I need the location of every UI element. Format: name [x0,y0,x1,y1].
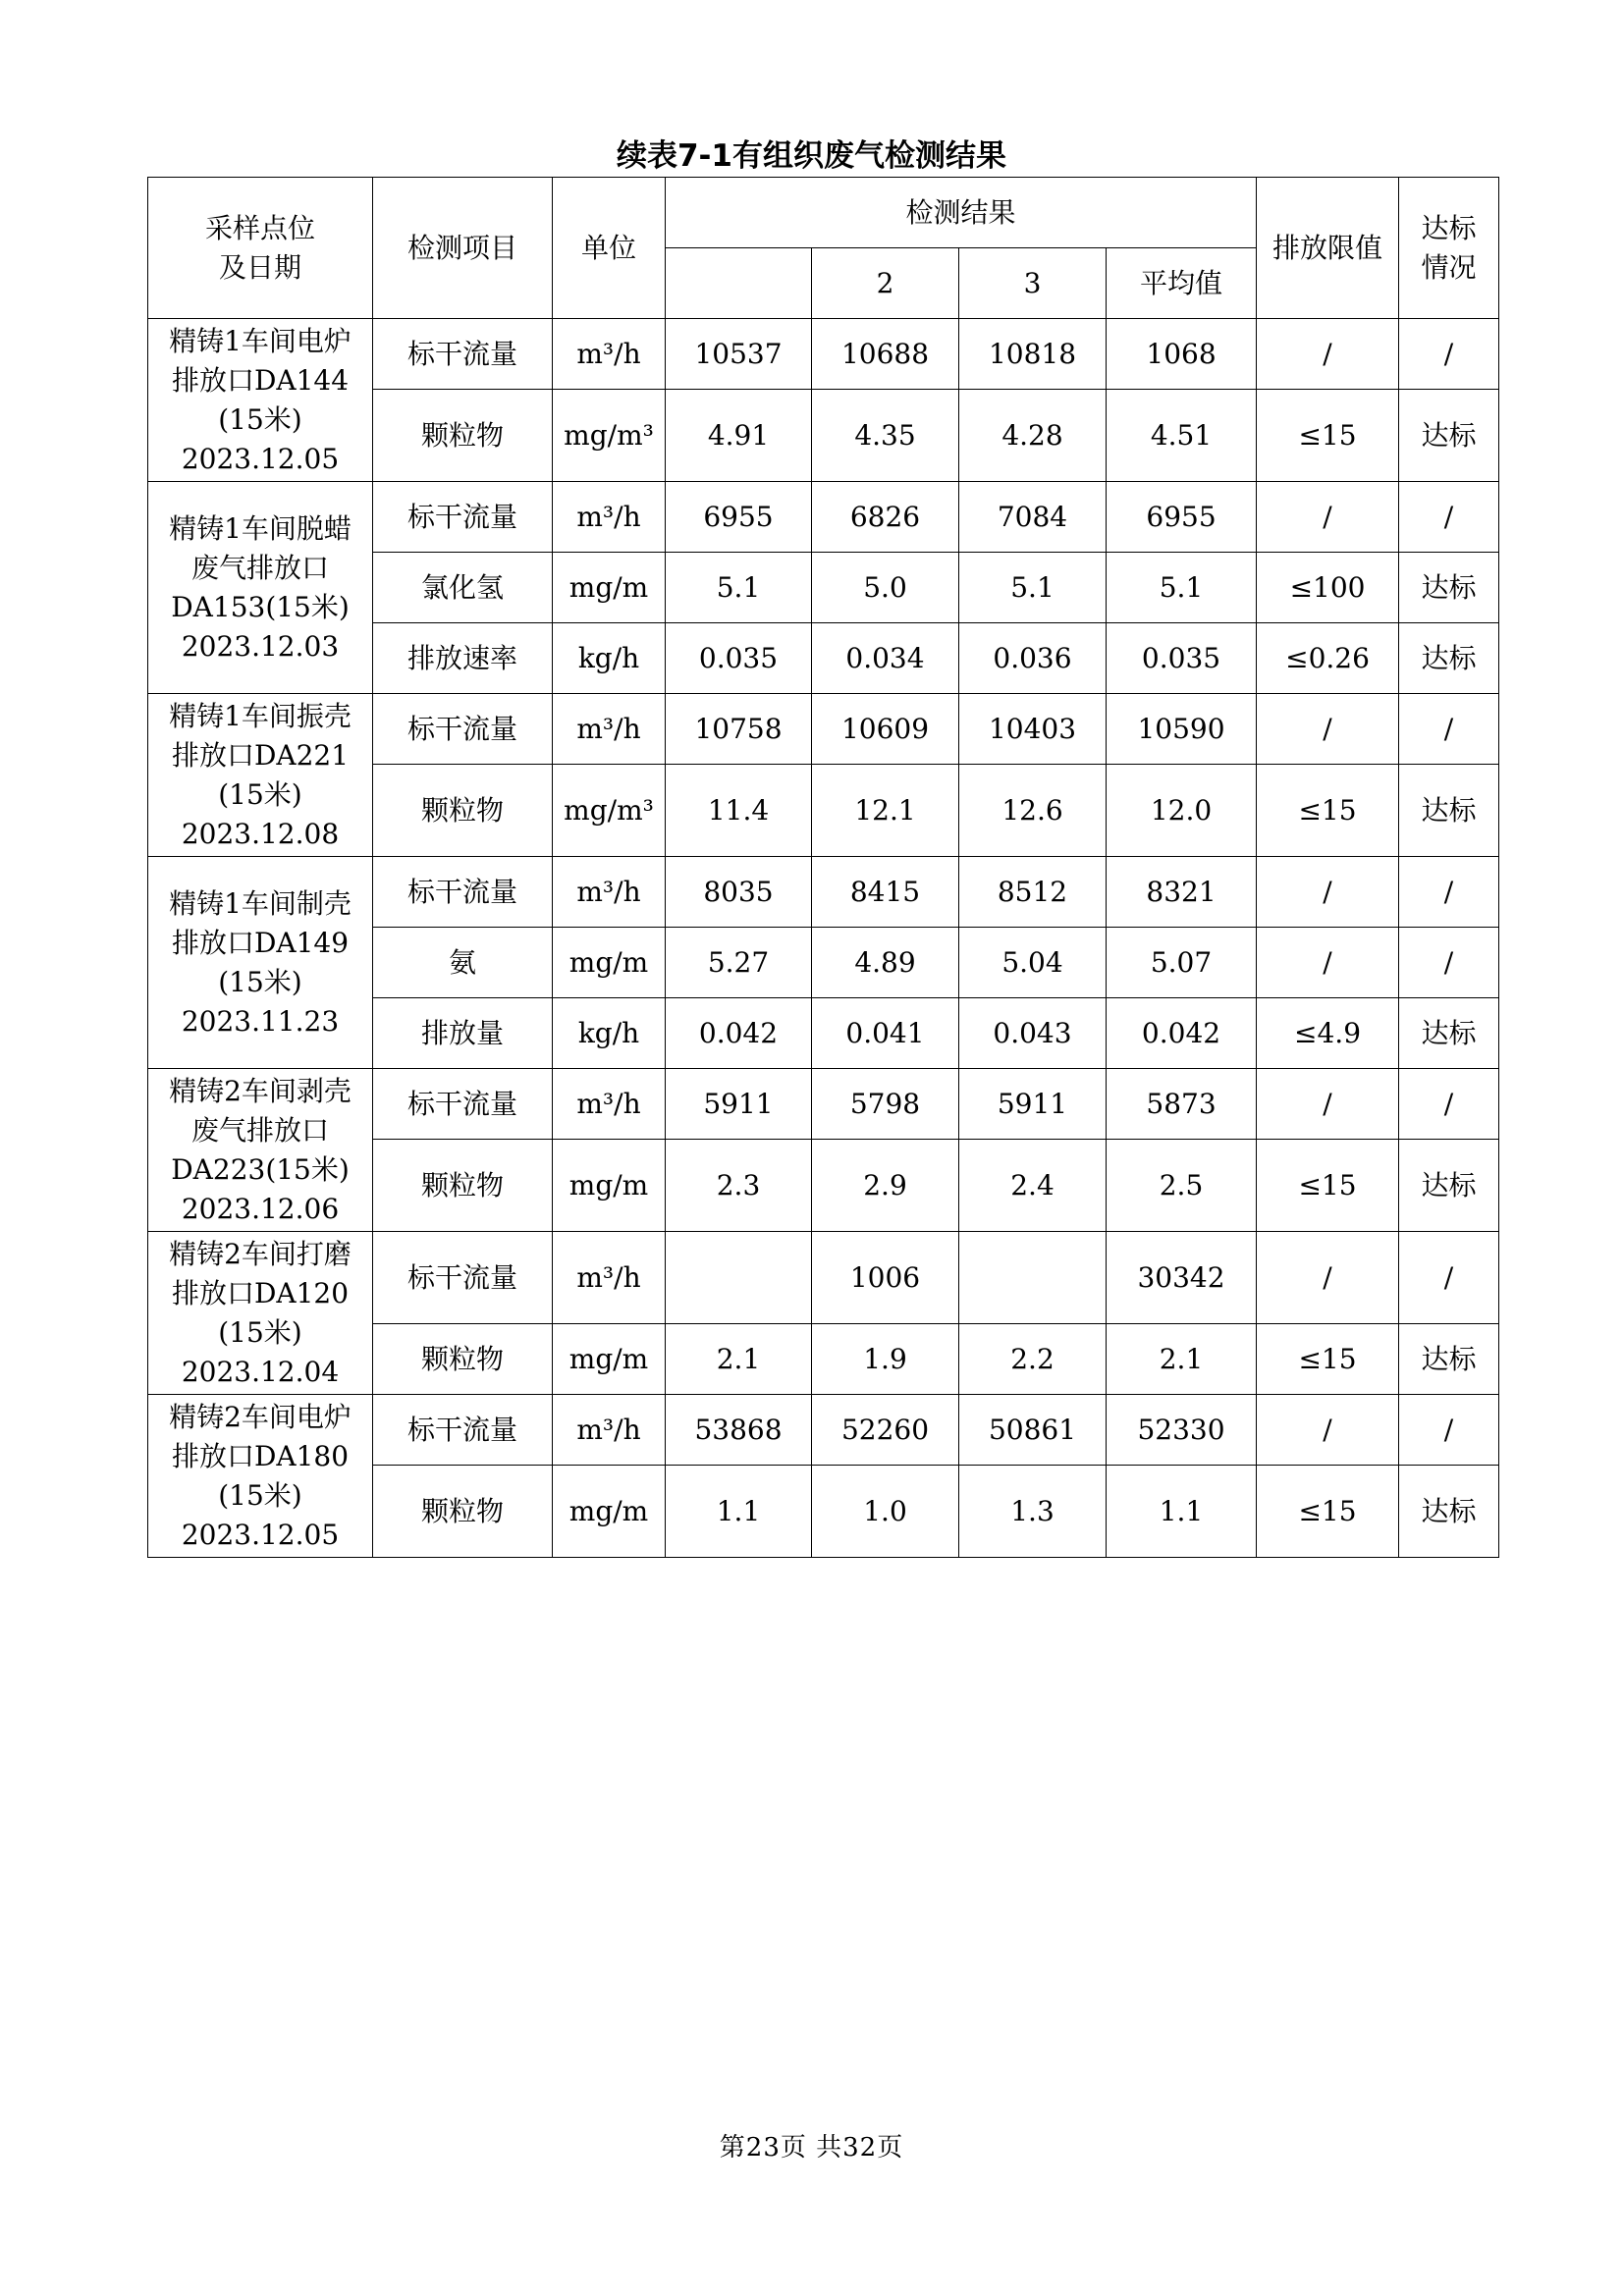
header-site-line: 采样点位 [204,211,315,244]
average-cell: 4.51 [1107,390,1257,482]
value-1-cell: 5.1 [666,553,812,623]
table-row [148,857,1499,928]
site-cell [148,857,373,1069]
average-cell: 8321 [1107,857,1257,928]
status-cell: / [1399,319,1499,390]
average-cell: 0.035 [1107,623,1257,694]
site-line: 排放口DA221 [171,738,350,772]
status-cell: / [1399,1069,1499,1140]
unit-cell: mg/m³ [553,390,666,482]
site-line: (15米) [218,777,302,811]
average-cell: 12.0 [1107,765,1257,857]
site-line: 精铸1车间脱蜡 [169,511,352,545]
item-cell: 排放速率 [373,623,553,694]
header-status [1399,178,1499,319]
status-cell: / [1399,694,1499,765]
average-cell: 1068 [1107,319,1257,390]
item-cell: 标干流量 [373,694,553,765]
page-number: 第23页 共32页 [719,2133,904,2163]
average-cell: 52330 [1107,1395,1257,1466]
limit-cell: / [1257,857,1399,928]
value-2-cell: 5.0 [812,553,959,623]
value-1-cell: 5911 [666,1069,812,1140]
site-line: 精铸1车间振壳 [169,699,352,732]
value-3-cell: 5.1 [959,553,1107,623]
value-2-cell: 6826 [812,482,959,553]
value-1-cell: 6955 [666,482,812,553]
results-table-body [148,178,1499,1558]
site-line: 精铸1车间电炉 [169,324,352,357]
average-cell: 10590 [1107,694,1257,765]
item-cell: 氯化氢 [373,553,553,623]
item-cell: 颗粒物 [373,390,553,482]
value-1-cell: 8035 [666,857,812,928]
value-1-cell: 0.042 [666,998,812,1069]
value-2-cell: 1006 [812,1232,959,1324]
unit-cell: mg/m [553,1140,666,1232]
site-line: 2023.12.03 [181,629,340,663]
value-1-cell: 10758 [666,694,812,765]
value-1-cell: 11.4 [666,765,812,857]
value-1-cell: 0.035 [666,623,812,694]
header-status-line: 情况 [1421,250,1477,284]
limit-cell: / [1257,482,1399,553]
header-unit: 单位 [553,178,666,319]
value-3-cell [959,1232,1107,1324]
unit-cell: m³/h [553,1069,666,1140]
value-2-cell: 12.1 [812,765,959,857]
site-line: 2023.12.04 [181,1355,340,1388]
item-cell: 颗粒物 [373,1324,553,1395]
header-site [148,178,373,319]
unit-cell: mg/m [553,928,666,998]
unit-cell: m³/h [553,857,666,928]
header-result-1 [666,248,812,319]
value-1-cell: 5.27 [666,928,812,998]
site-line: 2023.12.05 [181,442,340,475]
item-cell: 标干流量 [373,1395,553,1466]
value-2-cell: 4.35 [812,390,959,482]
value-2-cell: 1.0 [812,1466,959,1558]
site-line: 废气排放口 [190,1113,329,1147]
item-cell: 标干流量 [373,319,553,390]
unit-cell: kg/h [553,623,666,694]
limit-cell: / [1257,694,1399,765]
limit-cell: ≤4.9 [1257,998,1399,1069]
status-cell: 达标 [1399,623,1499,694]
header-results: 检测结果 [666,178,1257,248]
limit-cell: ≤15 [1257,1140,1399,1232]
value-2-cell: 4.89 [812,928,959,998]
results-table [147,177,1499,1558]
limit-cell: / [1257,1232,1399,1324]
status-cell: / [1399,1232,1499,1324]
value-3-cell: 5.04 [959,928,1107,998]
header-status-line: 达标 [1421,211,1477,244]
value-3-cell: 2.2 [959,1324,1107,1395]
site-cell [148,694,373,857]
status-cell: 达标 [1399,998,1499,1069]
status-cell: 达标 [1399,390,1499,482]
status-cell: 达标 [1399,553,1499,623]
value-2-cell: 2.9 [812,1140,959,1232]
limit-cell: ≤100 [1257,553,1399,623]
limit-cell: / [1257,319,1399,390]
average-cell: 2.1 [1107,1324,1257,1395]
table-title: 续表7-1有组织废气检测结果 [616,138,1006,174]
status-cell: / [1399,928,1499,998]
site-line: 废气排放口 [190,551,329,584]
average-cell: 5873 [1107,1069,1257,1140]
site-line: 精铸2车间电炉 [169,1400,352,1433]
site-line: 精铸2车间剥壳 [169,1074,352,1107]
item-cell: 颗粒物 [373,1140,553,1232]
value-1-cell: 1.1 [666,1466,812,1558]
value-1-cell: 2.1 [666,1324,812,1395]
item-cell: 排放量 [373,998,553,1069]
unit-cell: m³/h [553,694,666,765]
limit-cell: / [1257,1395,1399,1466]
status-cell: / [1399,1395,1499,1466]
value-1-cell: 10537 [666,319,812,390]
value-3-cell: 10818 [959,319,1107,390]
header-row [148,178,1499,248]
table-row [148,482,1499,553]
site-cell [148,1232,373,1395]
site-line: DA223(15米) [171,1152,350,1186]
value-2-cell: 0.034 [812,623,959,694]
value-2-cell: 52260 [812,1395,959,1466]
table-row [148,1069,1499,1140]
item-cell: 标干流量 [373,482,553,553]
value-2-cell: 8415 [812,857,959,928]
average-cell: 30342 [1107,1232,1257,1324]
limit-cell: ≤15 [1257,390,1399,482]
header-item: 检测项目 [373,178,553,319]
site-line: DA153(15米) [171,590,350,623]
site-cell [148,1069,373,1232]
value-2-cell: 1.9 [812,1324,959,1395]
item-cell: 标干流量 [373,1232,553,1324]
average-cell: 6955 [1107,482,1257,553]
limit-cell: ≤15 [1257,1324,1399,1395]
value-1-cell: 4.91 [666,390,812,482]
site-line: (15米) [218,402,302,436]
status-cell: 达标 [1399,1140,1499,1232]
status-cell: / [1399,857,1499,928]
unit-cell: kg/h [553,998,666,1069]
status-cell: 达标 [1399,1466,1499,1558]
table-row [148,1395,1499,1466]
value-3-cell: 50861 [959,1395,1107,1466]
value-2-cell: 10609 [812,694,959,765]
site-cell [148,1395,373,1558]
table-row [148,1232,1499,1324]
site-line: (15米) [218,965,302,998]
item-cell: 氨 [373,928,553,998]
value-3-cell: 2.4 [959,1140,1107,1232]
site-line: 2023.12.05 [181,1518,340,1551]
site-line: 2023.12.08 [181,817,340,850]
average-cell: 0.042 [1107,998,1257,1069]
status-cell: / [1399,482,1499,553]
status-cell: 达标 [1399,765,1499,857]
value-1-cell: 53868 [666,1395,812,1466]
header-result-2: 2 [812,248,959,319]
limit-cell: / [1257,1069,1399,1140]
value-3-cell: 4.28 [959,390,1107,482]
site-cell [148,319,373,482]
value-2-cell: 0.041 [812,998,959,1069]
item-cell: 颗粒物 [373,1466,553,1558]
unit-cell: mg/m [553,553,666,623]
value-3-cell: 0.036 [959,623,1107,694]
average-cell: 2.5 [1107,1140,1257,1232]
item-cell: 标干流量 [373,1069,553,1140]
item-cell: 标干流量 [373,857,553,928]
site-line: 精铸2车间打磨 [169,1237,352,1270]
value-3-cell: 8512 [959,857,1107,928]
value-1-cell: 2.3 [666,1140,812,1232]
table-row [148,694,1499,765]
unit-cell: m³/h [553,482,666,553]
unit-cell: mg/m³ [553,765,666,857]
value-3-cell: 5911 [959,1069,1107,1140]
unit-cell: mg/m [553,1466,666,1558]
status-cell: 达标 [1399,1324,1499,1395]
site-line: 排放口DA149 [171,926,350,959]
value-3-cell: 10403 [959,694,1107,765]
limit-cell: ≤15 [1257,1466,1399,1558]
limit-cell: / [1257,928,1399,998]
site-line: 2023.12.06 [181,1192,340,1225]
header-result-3: 3 [959,248,1107,319]
unit-cell: mg/m [553,1324,666,1395]
site-line: (15米) [218,1315,302,1349]
site-cell [148,482,373,694]
site-line: 排放口DA180 [171,1439,350,1472]
value-1-cell [666,1232,812,1324]
unit-cell: m³/h [553,319,666,390]
table-row [148,319,1499,390]
value-3-cell: 0.043 [959,998,1107,1069]
site-line: 精铸1车间制壳 [169,886,352,920]
average-cell: 1.1 [1107,1466,1257,1558]
value-2-cell: 10688 [812,319,959,390]
limit-cell: ≤0.26 [1257,623,1399,694]
header-limit: 排放限值 [1257,178,1399,319]
site-line: 排放口DA120 [171,1276,350,1309]
site-line: 排放口DA144 [171,363,350,397]
header-site-line: 及日期 [218,250,301,284]
item-cell: 颗粒物 [373,765,553,857]
value-3-cell: 1.3 [959,1466,1107,1558]
value-3-cell: 7084 [959,482,1107,553]
value-3-cell: 12.6 [959,765,1107,857]
unit-cell: m³/h [553,1232,666,1324]
site-line: 2023.11.23 [181,1004,340,1038]
site-line: (15米) [218,1478,302,1512]
value-2-cell: 5798 [812,1069,959,1140]
unit-cell: m³/h [553,1395,666,1466]
limit-cell: ≤15 [1257,765,1399,857]
average-cell: 5.07 [1107,928,1257,998]
average-cell: 5.1 [1107,553,1257,623]
header-average: 平均值 [1107,248,1257,319]
